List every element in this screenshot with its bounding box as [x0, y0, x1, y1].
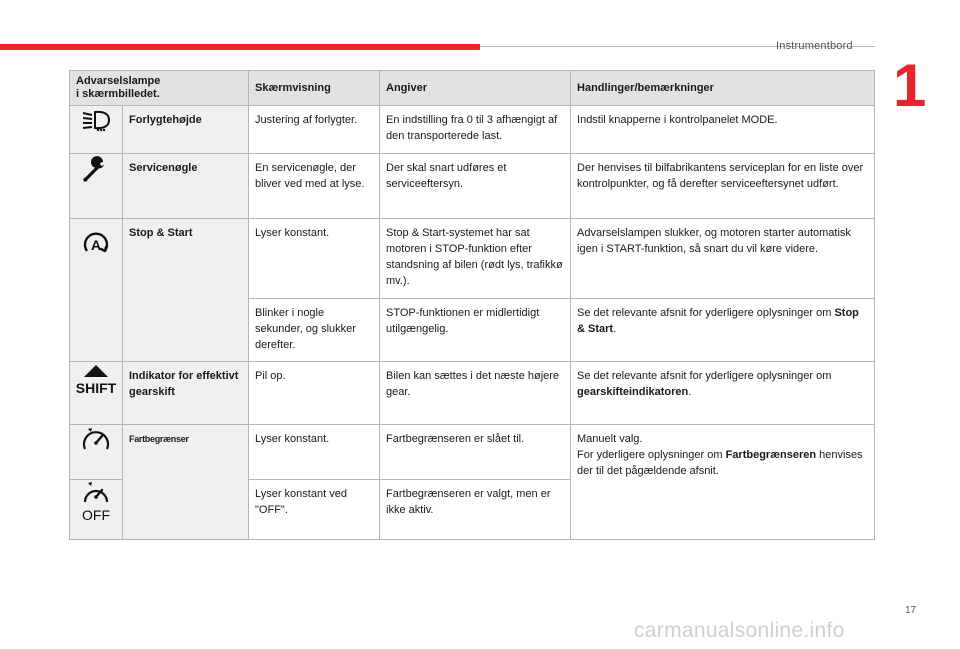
- indicates-cell: Der skal snart udføres et serviceeftersyn.: [380, 154, 571, 219]
- actions-text: For yderligere oplysninger om: [577, 449, 723, 461]
- table-row: [70, 425, 875, 480]
- display-cell: Lyser konstant ved "OFF".: [249, 480, 380, 540]
- warning-lamp-table: [69, 70, 875, 540]
- lamp-name: Indikator for effektivt gearskift: [123, 362, 249, 425]
- speed-limiter-icon: [70, 425, 123, 480]
- display-cell: Pil op.: [249, 362, 380, 425]
- watermark: carmanualsonline.info: [634, 619, 845, 642]
- table-row: [70, 219, 875, 299]
- lamp-name: Servicenøgle: [123, 154, 249, 219]
- display-cell: Blinker i nogle sekunder, og slukker derefter.: [249, 299, 380, 362]
- lamp-name: Forlygtehøjde: [123, 106, 249, 154]
- column-header-indicates: Angiver: [380, 71, 571, 106]
- display-cell: En servicenøgle, der bliver ved med at lyse.: [249, 154, 380, 219]
- wrench-icon: [70, 154, 123, 219]
- actions-bold-ref: gearskifteindikatoren: [577, 386, 689, 398]
- actions-text: Se det relevante afsnit for yderligere oplysninger om: [577, 370, 832, 382]
- column-header-lamp: Advarselslampe i skærmbilledet.: [70, 71, 249, 106]
- actions-cell: Der henvises til bilfabrikantens serviceplan for en liste over kontrolpunkter, og få derefter serviceeftersynet udført.: [571, 154, 875, 219]
- svg-text:A: A: [90, 237, 102, 253]
- indicates-cell: Fartbegrænseren er valgt, men er ikke aktiv.: [380, 480, 571, 540]
- table-header-row: [70, 71, 875, 106]
- chapter-number: 1: [893, 52, 927, 119]
- section-title: Instrumentbord: [776, 40, 853, 52]
- display-cell: Justering af forlygter.: [249, 106, 380, 154]
- gearshift-indicator-icon: [70, 362, 123, 425]
- table-row: [70, 362, 875, 425]
- headlamp-adjust-icon: [70, 106, 123, 154]
- column-header-display: Skærmvisning: [249, 71, 380, 106]
- actions-suffix: .: [688, 386, 692, 398]
- actions-line: Manuelt valg.: [577, 433, 643, 445]
- actions-bold-ref: Fartbegrænseren: [725, 449, 817, 461]
- column-header-actions: Handlinger/bemærkninger: [571, 71, 875, 106]
- shift-icon-label: SHIFT: [75, 380, 117, 396]
- actions-cell: Indstil knapperne i kontrolpanelet MODE.: [571, 106, 875, 154]
- actions-cell: [571, 362, 875, 425]
- actions-bold-ref: Stop & Start: [577, 307, 859, 335]
- actions-cell: [571, 299, 875, 362]
- page-number: 17: [905, 605, 917, 616]
- header-red-bar: [0, 44, 480, 50]
- indicates-cell: En indstilling fra 0 til 3 afhængigt af den transporterede last.: [380, 106, 571, 154]
- off-icon-label: OFF: [82, 507, 110, 522]
- indicates-cell: STOP-funktionen er midlertidigt utilgængelig.: [380, 299, 571, 362]
- indicates-cell: Stop & Start-systemet har sat motoren i STOP-funktion efter standsning af bilen (rødt lys, trafikkø mv.).: [380, 219, 571, 299]
- table-row: [70, 154, 875, 219]
- actions-suffix: .: [613, 323, 617, 335]
- actions-suffix: henvises der til det pågældende afsnit.: [577, 449, 863, 477]
- actions-cell: [571, 425, 875, 540]
- indicates-cell: Bilen kan sættes i det næste højere gear.: [380, 362, 571, 425]
- lamp-name: Fartbegrænser: [123, 425, 249, 540]
- auto-stop-start-icon: [70, 219, 123, 362]
- actions-text: Se det relevante afsnit for yderligere oplysninger om: [577, 307, 832, 319]
- table-row: [70, 106, 875, 154]
- indicates-cell: Fartbegrænseren er slået til.: [380, 425, 571, 480]
- speed-limiter-off-icon: [70, 480, 123, 540]
- display-cell: Lyser konstant.: [249, 425, 380, 480]
- lamp-name: Stop & Start: [123, 219, 249, 362]
- actions-cell: Advarselslampen slukker, og motoren starter automatisk igen i START-funktion, så snart du vil køre videre.: [571, 219, 875, 299]
- display-cell: Lyser konstant.: [249, 219, 380, 299]
